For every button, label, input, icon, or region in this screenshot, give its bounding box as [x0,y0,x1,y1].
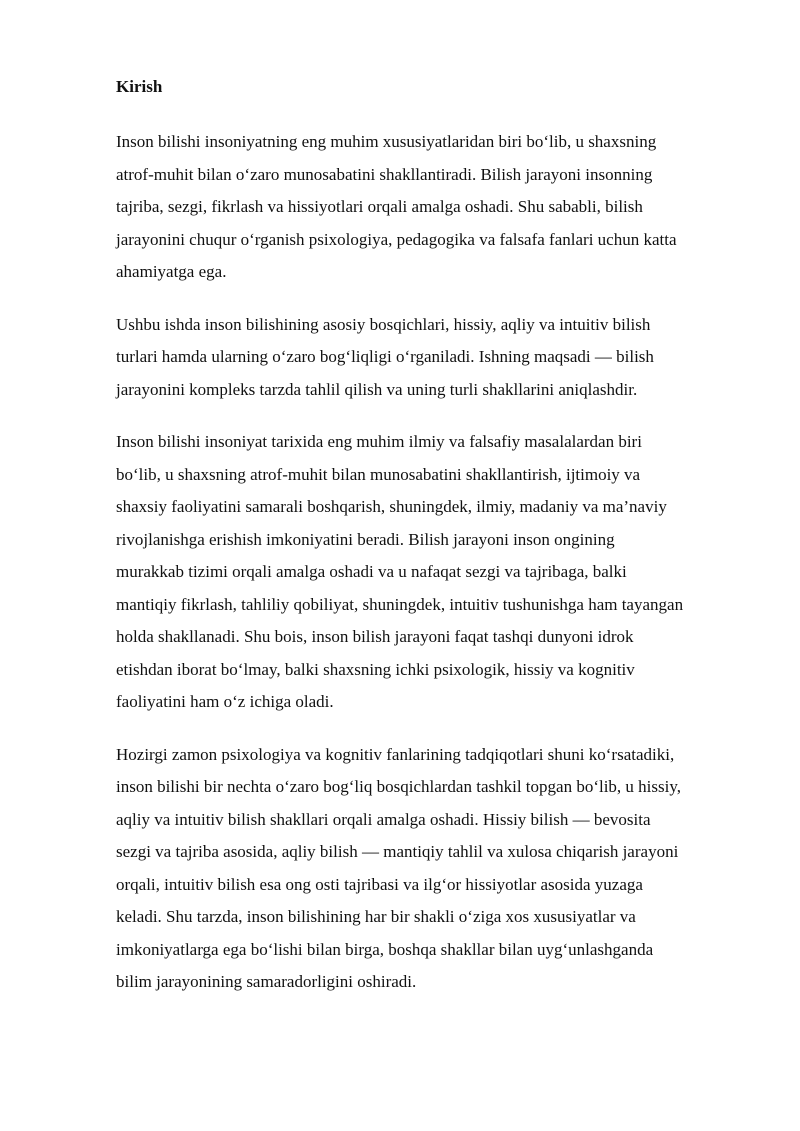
paragraph-line: aqliy va intuitiv bilish shakllari orqali amalga oshadi. Hissiy bilish — bevosita [116,809,651,829]
paragraph-line: mantiqiy fikrlash, tahliliy qobiliyat, shuningdek, intuitiv tushunishga ham tayangan [116,594,684,614]
paragraph-line: holda shakllanadi. Shu bois, inson bilish jarayoni faqat tashqi dunyoni idrok [116,627,634,646]
paragraph-line: atrof-muhit bilan o‘zaro munosabatini shakllantiradi. Bilish jarayoni insonning [116,164,653,184]
paragraph-line: rivojlanishga erishish imkoniyatini beradi. Bilish jarayoni inson ongining [116,529,615,549]
paragraph-line: murakkab tizimi orqali amalga oshadi va u nafaqat sezgi va tajribaga, balki [116,562,627,581]
paragraph-3 [116,426,748,719]
paragraph-line: ahamiyatga ega. [116,262,227,281]
paragraph-line: faoliyatini ham o‘z ichiga oladi. [116,692,334,711]
document-page [116,76,748,1019]
paragraph-line: etishdan iborat bo‘lmay, balki shaxsning ichki psixologik, hissiy va kognitiv [116,659,635,679]
paragraph-4 [116,739,748,999]
paragraph-line: Inson bilishi insoniyatning eng muhim xususiyatlaridan biri bo‘lib, u shaxsning [116,132,657,151]
paragraph-line: keladi. Shu tarzda, inson bilishining har bir shakli o‘ziga xos xususiyatlar va [116,907,636,926]
paragraph-line: Ushbu ishda inson bilishining asosiy bosqichlari, hissiy, aqliy va intuitiv bilish [116,314,651,334]
paragraph-2 [116,309,748,407]
paragraph-line: imkoniyatlarga ega bo‘lishi bilan birga, boshqa shakllar bilan uyg‘unlashganda [116,939,654,959]
paragraphs-container [116,126,748,999]
paragraph-line: Hozirgi zamon psixologiya va kognitiv fanlarining tadqiqotlari shuni ko‘rsatadiki, [116,744,675,764]
section-heading: Kirish [116,77,163,96]
paragraph-line: Inson bilishi insoniyat tarixida eng muhim ilmiy va falsafiy masalalardan biri [116,432,642,451]
paragraph-line: inson bilishi bir nechta o‘zaro bog‘liq bosqichlardan tashkil topgan bo‘lib, u hissiy, [116,777,682,796]
paragraph-line: bilim jarayonining samaradorligini oshiradi. [116,972,417,991]
paragraph-line: shaxsiy faoliyatini samarali boshqarish, shuningdek, ilmiy, madaniy va ma’naviy [116,497,667,516]
paragraph-1 [116,126,748,289]
paragraph-line: orqali, intuitiv bilish esa ong osti tajribasi va ilg‘or hissiyotlar asosida yuzaga [116,874,643,894]
paragraph-line: sezgi va tajriba asosida, aqliy bilish — mantiqiy tahlil va xulosa chiqarish jarayoni [116,842,679,861]
paragraph-line: jarayonini chuqur o‘rganish psixologiya, pedagogika va falsafa fanlari uchun katta [116,229,677,249]
paragraph-line: jarayonini kompleks tarzda tahlil qilish va uning turli shakllarini aniqlashdir. [116,379,638,399]
paragraph-line: tajriba, sezgi, fikrlash va hissiyotlari orqali amalga oshadi. Shu sababli, bilish [116,197,643,216]
paragraph-line: turlari hamda ularning o‘zaro bog‘liqligi o‘rganiladi. Ishning maqsadi — bilish [116,347,654,366]
paragraph-line: bo‘lib, u shaxsning atrof-muhit bilan munosabatini shakllantirish, ijtimoiy va [116,464,641,484]
